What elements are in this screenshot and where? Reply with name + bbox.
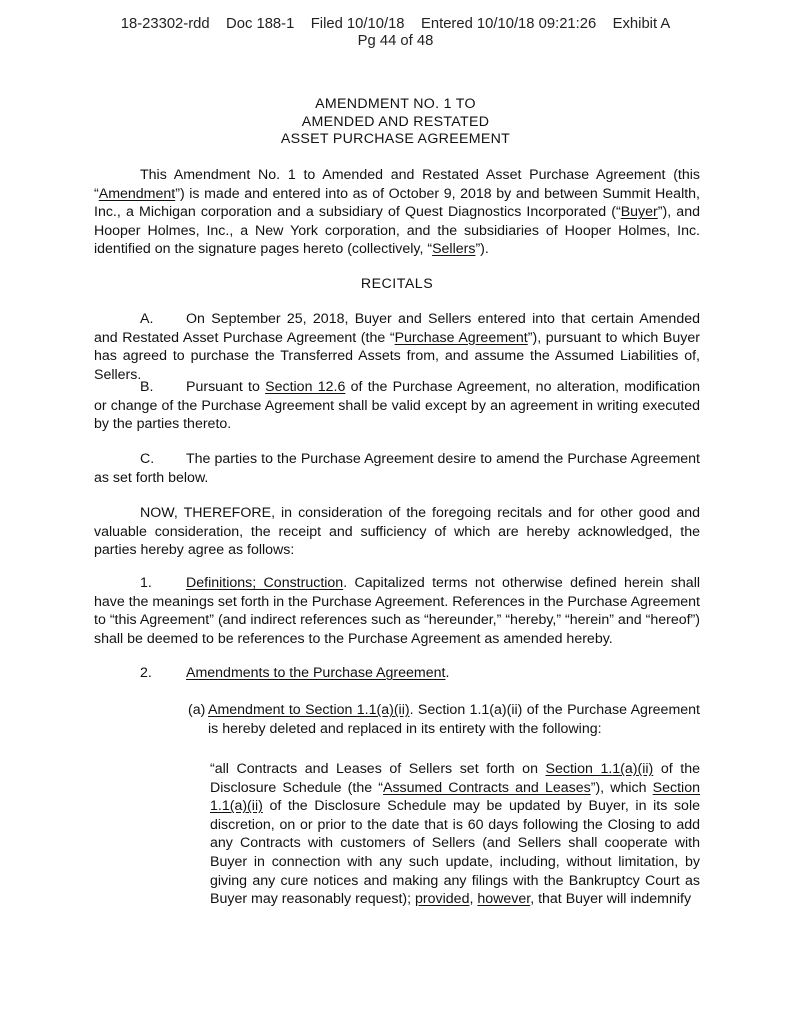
section-2: 2. Amendments to the Purchase Agreement. (140, 665, 450, 681)
defined-term-purchase-agreement: Purchase Agreement (394, 329, 528, 346)
title-line-1: AMENDMENT NO. 1 TO (315, 96, 476, 112)
court-filing-header (0, 16, 791, 50)
section-reference: Section 1.1(a)(ii) (210, 779, 700, 815)
recital-a: A. On September 25, 2018, Buyer and Sellers entered into that certain Amended and Restated Asset Purchase Agreement (the “Purchase Agreement”), pursuant to which Buyer has agreed to purchase the Transferred Assets from, and assume the Assumed Liabilities of, Sellers. (94, 311, 700, 383)
term-however: however (477, 891, 531, 908)
filing-stamp-line: 18-23302-rdd Doc 188-1 Filed 10/10/18 Entered 10/10/18 09:21:26 Exhibit A (120, 16, 671, 32)
defined-term-sellers: Sellers (432, 241, 476, 258)
title-line-3: ASSET PURCHASE AGREEMENT (280, 131, 511, 147)
recital-c: C. The parties to the Purchase Agreement desire to amend the Purchase Agreement as set forth below. (94, 451, 700, 486)
replacement-text-quote: “all Contracts and Leases of Sellers set forth on Section 1.1(a)(ii) of the Disclosure Schedule (the “Assumed Contracts and Leases”), which Section 1.1(a)(ii) of the Disclosure Schedule may be updated by Buyer, in its sole discretion, on or prior to the date that is 60 days following the Closing to add any Contracts with customers of Sellers (and Sellers shall cooperate with Buyer in connection with any such update, including, without limitation, by giving any cure notices and making any filings with the Bankruptcy Court as Buyer may reasonably request); provided, however, that Buyer will indemnify (210, 761, 700, 908)
recital-b: B. Pursuant to Section 12.6 of the Purchase Agreement, no alteration, modification or change of the Purchase Agreement shall be valid except by an agreement in writing executed by the parties thereto. (94, 379, 700, 433)
section-2-heading: Amendments to the Purchase Agreement (186, 665, 446, 681)
section-reference-12-6: Section 12.6 (265, 379, 346, 395)
title-line-2: AMENDED AND RESTATED (301, 113, 490, 130)
recitals-heading: RECITALS (360, 276, 434, 292)
term-provided: provided (415, 891, 470, 908)
section-1: 1. Definitions; Construction. Capitalized terms not otherwise defined herein shall have the meanings set forth in the Purchase Agreement. References in the Purchase Agreement to “this Agreement” (and indirect references such as “hereunder,” “hereby,” “herein” and “hereof”) shall be deemed to be references to the Purchase Agreement as amended hereby. (94, 575, 700, 647)
intro-paragraph: This Amendment No. 1 to Amended and Restated Asset Purchase Agreement (this “Amendment”) is made and entered into as of October 9, 2018 by and between Summit Health, Inc., a Michigan corporation and a subsidiary of Quest Diagnostics Incorporated (“Buyer”), and Hooper Holmes, Inc., a New York corporation, and the subsidiaries of Hooper Holmes, Inc. identified on the signature pages hereto (collectively, “Sellers”). (94, 167, 700, 258)
document-title (0, 96, 791, 149)
defined-term-assumed-contracts: Assumed Contracts and Leases (383, 779, 591, 796)
subsection-2a: (a) Amendment to Section 1.1(a)(ii). Section 1.1(a)(ii) of the Purchase Agreement is hereby deleted and replaced in its entirety with the following: (188, 702, 700, 737)
defined-term-buyer: Buyer (620, 204, 658, 221)
subsection-2a-heading: Amendment to Section 1.1(a)(ii) (208, 702, 410, 718)
section-1-heading: Definitions; Construction (186, 575, 344, 591)
now-therefore-paragraph: NOW, THEREFORE, in consideration of the foregoing recitals and for other good and valuable consideration, the receipt and sufficiency of which are hereby acknowledged, the parties hereby agree as follows: (94, 505, 700, 559)
subsection-label: (a) (188, 702, 206, 718)
section-reference: Section 1.1(a)(ii) (545, 761, 654, 777)
page-number: Pg 44 of 48 (357, 33, 434, 49)
defined-term-amendment: Amendment (98, 185, 176, 202)
